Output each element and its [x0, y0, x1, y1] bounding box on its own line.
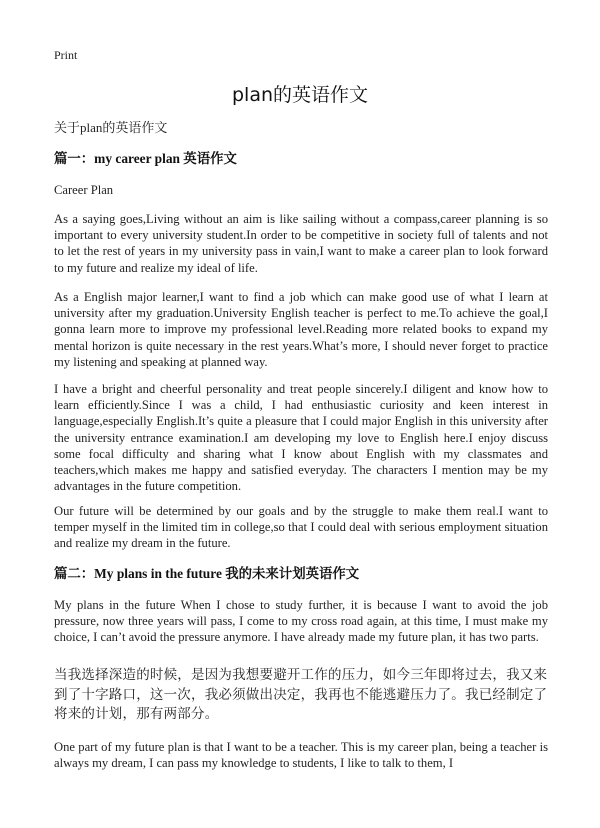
print-label: Print [54, 48, 78, 62]
page-title: plan的英语作文 [231, 84, 369, 106]
section1-paragraph-2: As a English major learner,I want to find a job which can make good use of what I learn at university after my graduation.University English teacher is perfect to me.To achieve the goal,I gonna learn more to improve my professional level.Reading more related books to expand my mental horizon is quite necessary in the rest years.What’s more, I should never forget to practice my listening and speaking at planned way. [54, 290, 548, 369]
section2-heading: 篇二：My plans in the future 我的未来计划英语作文 [54, 566, 360, 581]
career-plan-label: Career Plan [54, 183, 114, 197]
section1-paragraph-3: I have a bright and cheerful personality and treat people sincerely.I diligent and know how to learn efficiently.Since I was a child, I had enthusiastic curiosity and keen interest in language,especially English.It’s quite a pleasure that I could major English in this university after the university entrance examination.I am developing my love to English here.I enjoy discuss some focal difficulty and sharing what I know about English with my classmates and teachers,which makes me happy and satisfied everyday. The characters I mention may be my advantages in the future competition. [54, 382, 548, 494]
section2-paragraph-chinese: 当我选择深造的时候，是因为我想要避开工作的压力，如今三年即将过去，我又来到了十字路口，这一次，我必须做出决定，我再也不能逃避压力了。我已经制定了将来的计划，那有两部分。 [54, 667, 548, 722]
section1-heading: 篇一：my career plan 英语作文 [54, 151, 237, 166]
section2-paragraph-3: One part of my future plan is that I want to be a teacher. This is my career plan, being a teacher is always my dream, I can pass my knowledge to students, I like to talk to them, I [54, 740, 548, 771]
section1-paragraph-1: As a saying goes,Living without an aim is like sailing without a compass,career planning is so important to every university student.In order to be competitive in society full of talents and not to let the rest of years in my university pass in vain,I want to make a career plan to look forward to my future and realize my ideal of life. [54, 212, 548, 275]
section1-paragraph-4: Our future will be determined by our goals and by the struggle to make them real.I want to temper myself in the limited tim in college,so that I could deal with serious employment situation and realize my dream in the future. [54, 504, 548, 551]
section2-paragraph-1: My plans in the future When I chose to study further, it is because I want to avoid the job pressure, now three years will pass, I come to my cross road again, at this time, I must make my choice, I can’t avoid the pressure anymore. I have already made my future plan, it has two parts. [54, 598, 548, 645]
page-subtitle: 关于plan的英语作文 [54, 120, 168, 135]
